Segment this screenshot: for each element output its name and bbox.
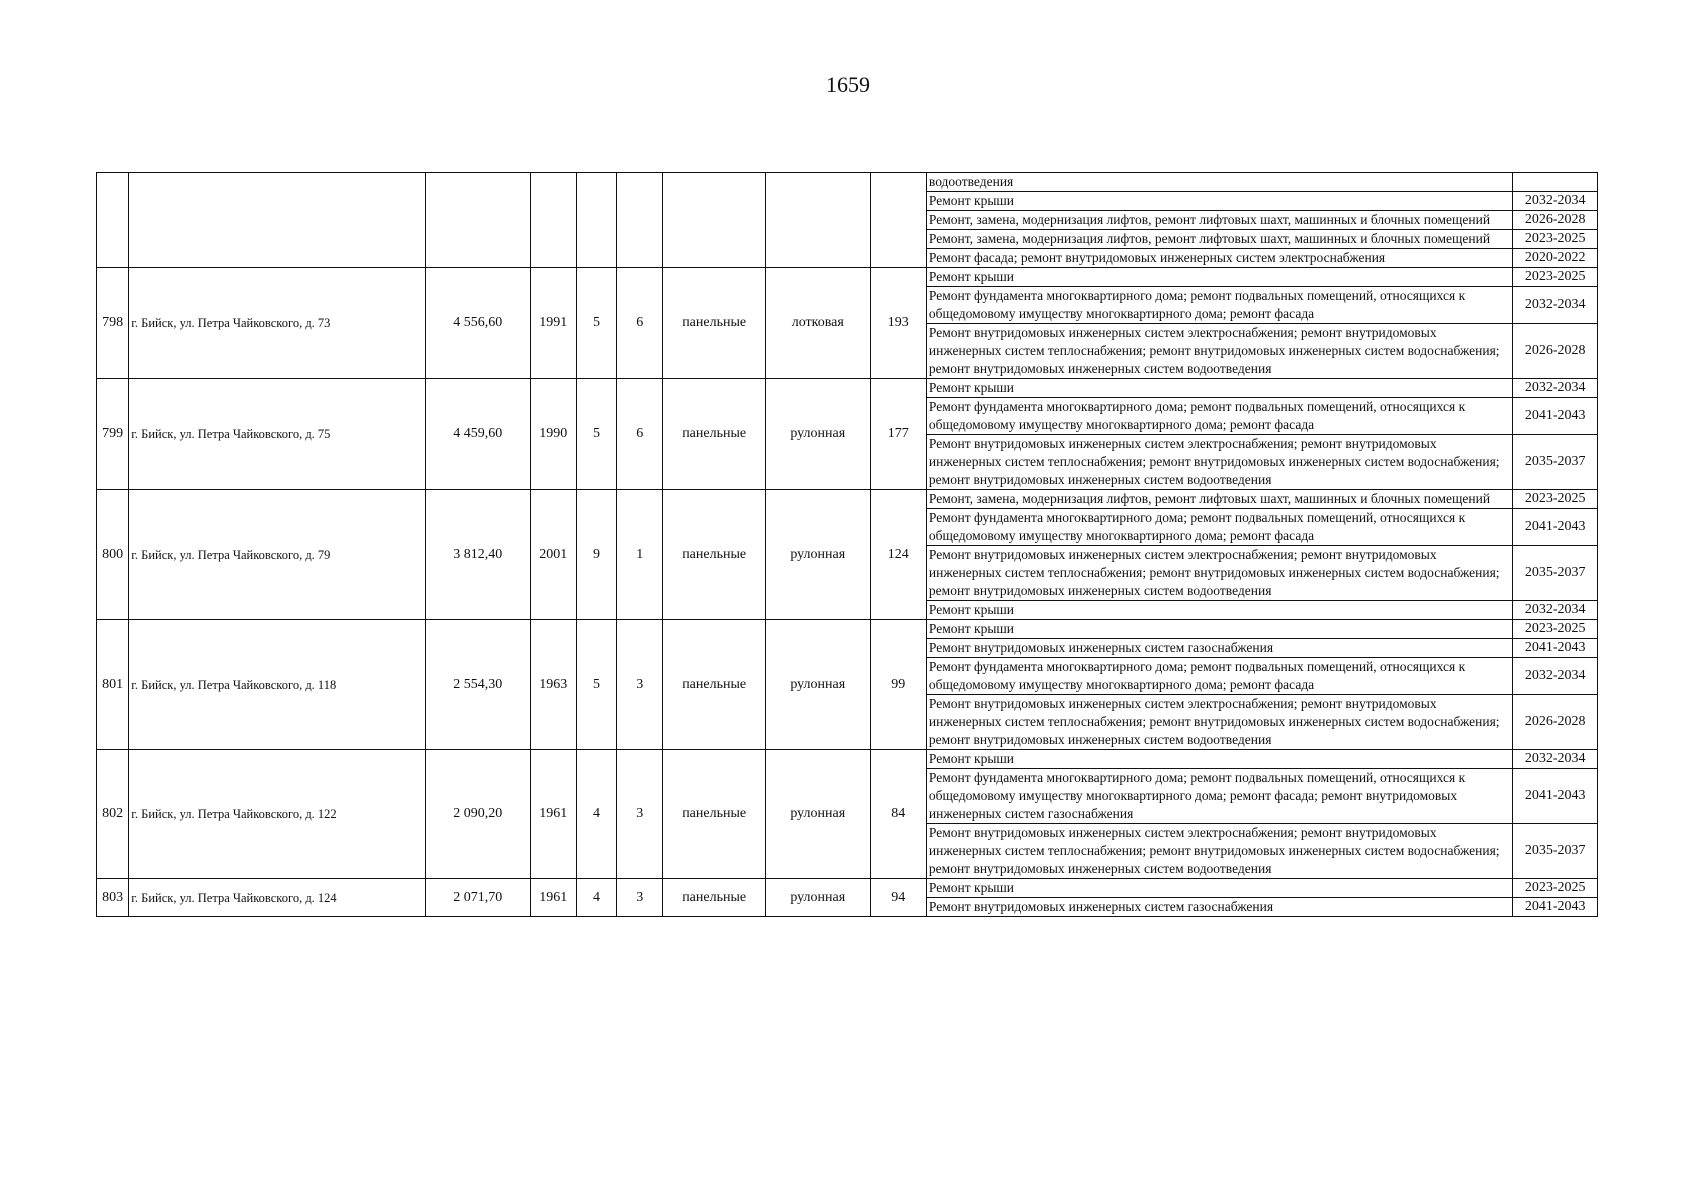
building-area: 2 554,30: [425, 620, 530, 750]
work-period: 2026-2028: [1513, 324, 1598, 379]
floor-count: 9: [576, 490, 616, 620]
empty-cell: [870, 173, 926, 268]
empty-cell: [530, 173, 576, 268]
work-description: Ремонт фундамента многоквартирного дома; ремонт подвальных помещений, относящихся к общедомовому имуществу многоквартирного дома; ремонт фасада: [926, 509, 1513, 546]
row-number: 801: [97, 620, 129, 750]
work-period: 2032-2034: [1513, 287, 1598, 324]
wall-material: панельные: [663, 379, 766, 490]
empty-cell: [97, 173, 129, 268]
empty-cell: [617, 173, 663, 268]
work-description: Ремонт, замена, модернизация лифтов, ремонт лифтовых шахт, машинных и блочных помещений: [926, 490, 1513, 509]
work-period: 2023-2025: [1513, 268, 1598, 287]
table-row: [97, 620, 1598, 639]
floor-count: 4: [576, 750, 616, 879]
resident-count: 99: [870, 620, 926, 750]
wall-material: панельные: [663, 879, 766, 917]
work-period: 2041-2043: [1513, 769, 1598, 824]
table-row: [97, 750, 1598, 769]
work-description: Ремонт внутридомовых инженерных систем электроснабжения; ремонт внутридомовых инженерных систем теплоснабжения; ремонт внутридомовых инженерных систем водоснабжения; ремонт внутридомовых инженерных систем водоотведения: [926, 824, 1513, 879]
work-description: Ремонт внутридомовых инженерных систем электроснабжения; ремонт внутридомовых инженерных систем теплоснабжения; ремонт внутридомовых инженерных систем водоснабжения; ремонт внутридомовых инженерных систем водоотведения: [926, 435, 1513, 490]
work-description: Ремонт крыши: [926, 192, 1513, 211]
work-description: Ремонт фундамента многоквартирного дома; ремонт подвальных помещений, относящихся к общедомовому имуществу многоквартирного дома; ремонт фасада: [926, 398, 1513, 435]
floor-count: 5: [576, 620, 616, 750]
roof-type: рулонная: [765, 750, 870, 879]
building-address: г. Бийск, ул. Петра Чайковского, д. 79: [129, 490, 426, 620]
work-period: 2035-2037: [1513, 824, 1598, 879]
building-address: г. Бийск, ул. Петра Чайковского, д. 75: [129, 379, 426, 490]
work-period: 2026-2028: [1513, 211, 1598, 230]
roof-type: рулонная: [765, 879, 870, 917]
building-address: г. Бийск, ул. Петра Чайковского, д. 124: [129, 879, 426, 917]
work-description: Ремонт крыши: [926, 750, 1513, 769]
work-period: 2041-2043: [1513, 398, 1598, 435]
work-description: Ремонт внутридомовых инженерных систем газоснабжения: [926, 639, 1513, 658]
work-period: 2023-2025: [1513, 230, 1598, 249]
work-period: 2041-2043: [1513, 639, 1598, 658]
table-row: [97, 490, 1598, 509]
work-description: Ремонт, замена, модернизация лифтов, ремонт лифтовых шахт, машинных и блочных помещений: [926, 211, 1513, 230]
capital-repair-table: [96, 172, 1598, 917]
work-period: 2020-2022: [1513, 249, 1598, 268]
table-row: [97, 173, 1598, 192]
work-period: [1513, 173, 1598, 192]
work-description: Ремонт внутридомовых инженерных систем газоснабжения: [926, 898, 1513, 917]
building-address: г. Бийск, ул. Петра Чайковского, д. 122: [129, 750, 426, 879]
work-description: Ремонт крыши: [926, 379, 1513, 398]
work-description: Ремонт фундамента многоквартирного дома; ремонт подвальных помещений, относящихся к общедомовому имуществу многоквартирного дома; ремонт фасада: [926, 658, 1513, 695]
table-row: [97, 268, 1598, 287]
row-number: 800: [97, 490, 129, 620]
work-description: Ремонт крыши: [926, 620, 1513, 639]
building-area: 3 812,40: [425, 490, 530, 620]
work-description: Ремонт внутридомовых инженерных систем электроснабжения; ремонт внутридомовых инженерных систем теплоснабжения; ремонт внутридомовых инженерных систем водоснабжения; ремонт внутридомовых инженерных систем водоотведения: [926, 546, 1513, 601]
empty-cell: [576, 173, 616, 268]
wall-material: панельные: [663, 750, 766, 879]
commission-year: 2001: [530, 490, 576, 620]
row-number: 802: [97, 750, 129, 879]
commission-year: 1963: [530, 620, 576, 750]
work-period: 2023-2025: [1513, 620, 1598, 639]
work-period: 2035-2037: [1513, 435, 1598, 490]
floor-count: 5: [576, 379, 616, 490]
resident-count: 84: [870, 750, 926, 879]
building-area: 4 459,60: [425, 379, 530, 490]
row-number: 798: [97, 268, 129, 379]
work-description: водоотведения: [926, 173, 1513, 192]
roof-type: рулонная: [765, 620, 870, 750]
floor-count: 4: [576, 879, 616, 917]
work-description: Ремонт внутридомовых инженерных систем электроснабжения; ремонт внутридомовых инженерных систем теплоснабжения; ремонт внутридомовых инженерных систем водоснабжения; ремонт внутридомовых инженерных систем водоотведения: [926, 695, 1513, 750]
building-area: 2 071,70: [425, 879, 530, 917]
work-description: Ремонт внутридомовых инженерных систем электроснабжения; ремонт внутридомовых инженерных систем теплоснабжения; ремонт внутридомовых инженерных систем водоснабжения; ремонт внутридомовых инженерных систем водоотведения: [926, 324, 1513, 379]
empty-cell: [425, 173, 530, 268]
work-period: 2035-2037: [1513, 546, 1598, 601]
work-description: Ремонт фасада; ремонт внутридомовых инженерных систем электроснабжения: [926, 249, 1513, 268]
empty-cell: [663, 173, 766, 268]
table-row: [97, 379, 1598, 398]
work-period: 2032-2034: [1513, 379, 1598, 398]
row-number: 803: [97, 879, 129, 917]
building-address: г. Бийск, ул. Петра Чайковского, д. 73: [129, 268, 426, 379]
roof-type: рулонная: [765, 379, 870, 490]
work-period: 2041-2043: [1513, 509, 1598, 546]
commission-year: 1991: [530, 268, 576, 379]
work-period: 2032-2034: [1513, 192, 1598, 211]
wall-material: панельные: [663, 490, 766, 620]
table-body: [97, 173, 1598, 917]
work-period: 2023-2025: [1513, 490, 1598, 509]
entrance-count: 3: [617, 750, 663, 879]
page-number: 1659: [826, 72, 870, 97]
entrance-count: 6: [617, 379, 663, 490]
row-number: 799: [97, 379, 129, 490]
commission-year: 1990: [530, 379, 576, 490]
table-row: [97, 879, 1598, 898]
building-area: 4 556,60: [425, 268, 530, 379]
wall-material: панельные: [663, 268, 766, 379]
work-period: 2032-2034: [1513, 750, 1598, 769]
work-description: Ремонт фундамента многоквартирного дома; ремонт подвальных помещений, относящихся к общедомовому имуществу многоквартирного дома; ремонт фасада: [926, 287, 1513, 324]
roof-type: рулонная: [765, 490, 870, 620]
resident-count: 193: [870, 268, 926, 379]
entrance-count: 1: [617, 490, 663, 620]
entrance-count: 3: [617, 879, 663, 917]
work-description: Ремонт крыши: [926, 879, 1513, 898]
work-description: Ремонт, замена, модернизация лифтов, ремонт лифтовых шахт, машинных и блочных помещений: [926, 230, 1513, 249]
commission-year: 1961: [530, 750, 576, 879]
building-area: 2 090,20: [425, 750, 530, 879]
commission-year: 1961: [530, 879, 576, 917]
resident-count: 124: [870, 490, 926, 620]
floor-count: 5: [576, 268, 616, 379]
resident-count: 177: [870, 379, 926, 490]
work-description: Ремонт крыши: [926, 268, 1513, 287]
building-address: г. Бийск, ул. Петра Чайковского, д. 118: [129, 620, 426, 750]
roof-type: лотковая: [765, 268, 870, 379]
work-period: 2023-2025: [1513, 879, 1598, 898]
work-period: 2026-2028: [1513, 695, 1598, 750]
work-period: 2032-2034: [1513, 658, 1598, 695]
work-description: Ремонт фундамента многоквартирного дома; ремонт подвальных помещений, относящихся к общедомовому имуществу многоквартирного дома; ремонт фасада; ремонт внутридомовых инженерных систем газоснабжения: [926, 769, 1513, 824]
entrance-count: 3: [617, 620, 663, 750]
work-description: Ремонт крыши: [926, 601, 1513, 620]
entrance-count: 6: [617, 268, 663, 379]
work-period: 2041-2043: [1513, 898, 1598, 917]
empty-cell: [129, 173, 426, 268]
empty-cell: [765, 173, 870, 268]
work-period: 2032-2034: [1513, 601, 1598, 620]
resident-count: 94: [870, 879, 926, 917]
wall-material: панельные: [663, 620, 766, 750]
